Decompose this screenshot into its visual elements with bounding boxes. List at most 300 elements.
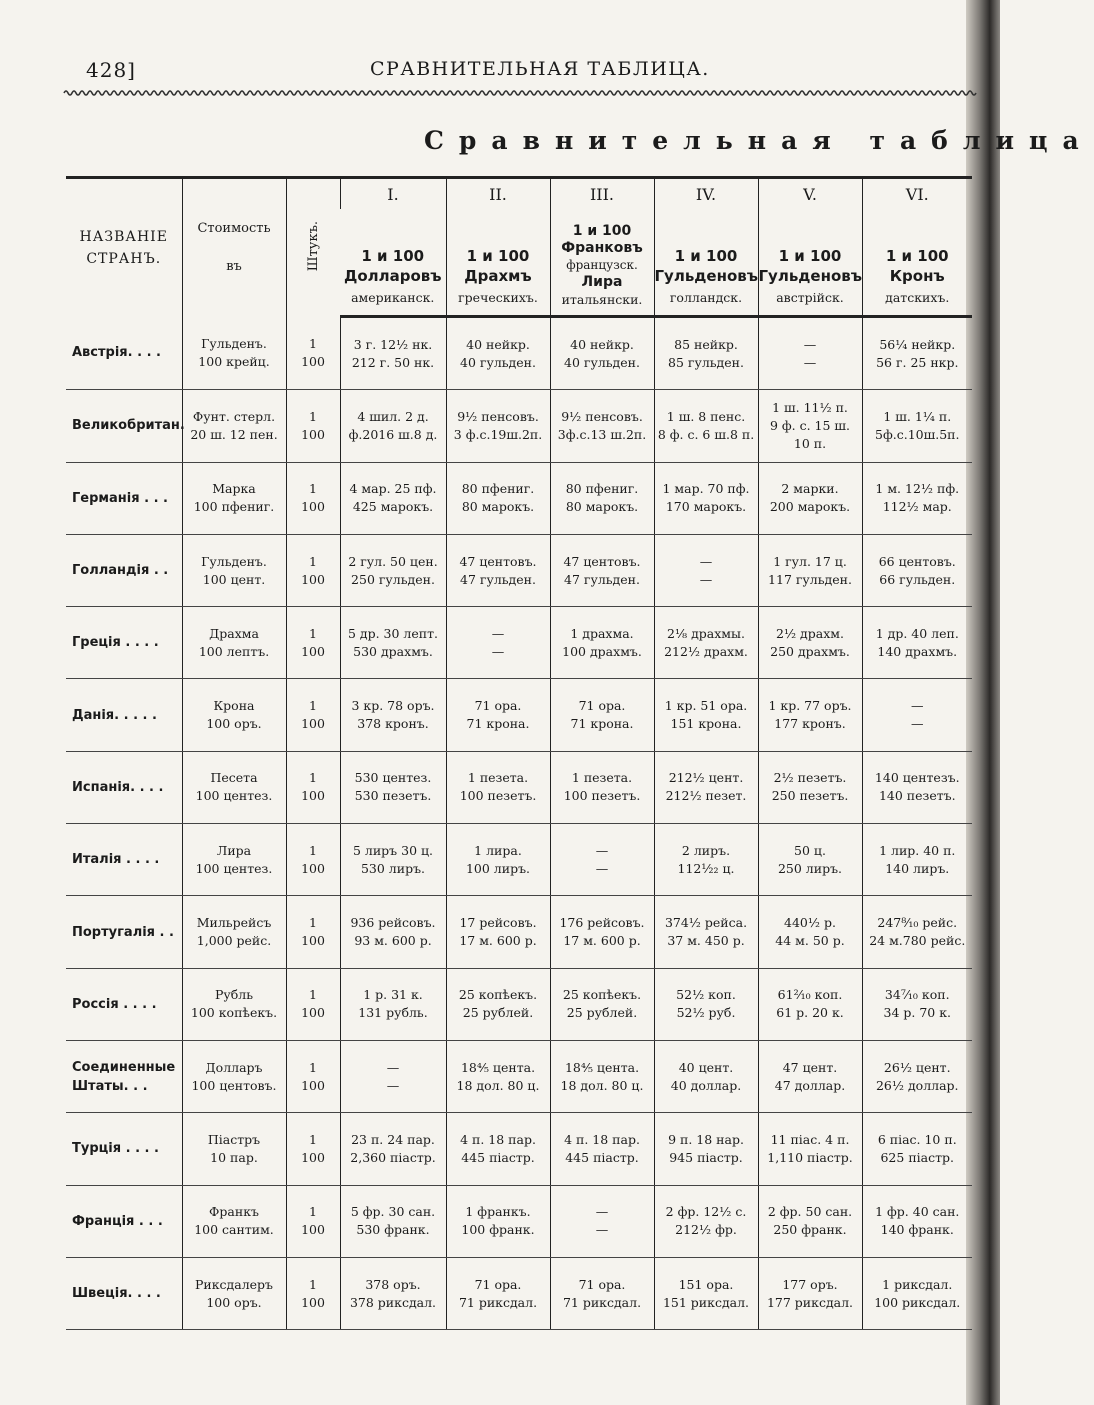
currency-header: 1 и 100 Кронъ датскихъ. (862, 209, 972, 317)
text-line: 100 франк. (461, 1222, 535, 1238)
text-line: 1 (309, 987, 317, 1003)
text-line: 5ф.с.10ш.5п. (875, 426, 960, 442)
country-name (66, 824, 182, 896)
text-line: 440½ р. (784, 915, 836, 931)
text-line: 378 риксдал. (349, 1294, 437, 1310)
text-line: 71 крона. (570, 716, 634, 732)
text-line: 100 крейц. (198, 353, 270, 369)
table-cell (446, 534, 550, 606)
text-line: 9 п. 18 нар. (668, 1131, 744, 1147)
text-line: Песета (210, 770, 258, 786)
table-cell (340, 534, 446, 606)
text-line: 1 (309, 335, 317, 351)
text-line: 44 м. 50 р. (775, 933, 845, 949)
text-line: — (595, 1204, 609, 1220)
table-cell (340, 824, 446, 896)
roman-numeral: V. (758, 178, 862, 210)
text-line: 47 гульден. (460, 571, 536, 587)
text-line: 18 дол. 80 ц. (456, 1077, 540, 1093)
table-cell (654, 896, 758, 968)
text-line: 100 риксдал. (874, 1294, 961, 1310)
currency-value (182, 390, 286, 462)
text-line: 530 драхмъ. (353, 643, 433, 659)
unit-count (286, 751, 340, 823)
text-line: 200 марокъ. (769, 499, 851, 515)
text-line: 250 гульден. (351, 571, 435, 587)
text-line: 936 рейсовъ. (350, 915, 436, 931)
text-line: 425 марокъ. (352, 499, 434, 515)
text-line: 378 кронъ. (357, 716, 429, 732)
text-line: — (911, 716, 924, 732)
table-cell (340, 1113, 446, 1185)
text-line: Долларъ (205, 1059, 263, 1075)
text-line: 445 піастр. (565, 1149, 639, 1165)
text-line: 212½ пезет. (665, 788, 747, 804)
table-cell (654, 1113, 758, 1185)
table-cell (340, 968, 446, 1040)
comparison-table (66, 176, 972, 1330)
table-cell (446, 462, 550, 534)
text-line: Драхма (209, 625, 259, 641)
text-line: 85 гульден. (668, 354, 744, 370)
text-line: 1 (309, 1204, 317, 1220)
unit-count (286, 968, 340, 1040)
table-row (66, 679, 972, 751)
text-line: Великобритан. (72, 418, 185, 434)
table-cell (758, 462, 862, 534)
text-line: 140 центезъ. (874, 770, 960, 786)
table-row (66, 1113, 972, 1185)
roman-header-row (66, 178, 972, 210)
text-line: 40 доллар. (670, 1077, 742, 1093)
text-line: 1 драхма. (570, 625, 634, 641)
country-name (66, 751, 182, 823)
table-cell (758, 317, 862, 390)
table-cell (862, 824, 972, 896)
text-line: 71 крона. (466, 716, 530, 732)
text-line: 1 (309, 553, 317, 569)
text-line: 247⁸⁄₁₀ рейс. (877, 915, 958, 931)
text-line: 85 нейкр. (674, 336, 738, 352)
text-line: Штаты. . . (72, 1078, 148, 1094)
text-line: — (803, 336, 817, 352)
table-cell (446, 896, 550, 968)
table-cell (862, 1040, 972, 1112)
country-name (66, 317, 182, 390)
text-line: 100 (301, 788, 325, 804)
text-line: 250 пезетъ. (771, 788, 849, 804)
text-line: 9½ пенсовъ. (561, 408, 643, 424)
text-line: 80 марокъ. (461, 499, 535, 515)
text-line: 4 п. 18 пар. (460, 1131, 536, 1147)
table-cell (446, 1257, 550, 1329)
table-cell (862, 679, 972, 751)
table-row (66, 824, 972, 896)
text-line: 1 (309, 408, 317, 424)
text-line: Голландія . . (72, 563, 169, 579)
text-line: 8 ф. с. 6 ш.8 п. (657, 426, 755, 442)
text-line: 100 (301, 1005, 325, 1021)
currency-value (182, 896, 286, 968)
text-line: — (491, 643, 505, 659)
table-cell (758, 896, 862, 968)
currency-value (182, 679, 286, 751)
table-cell (758, 1185, 862, 1257)
roman-numeral: VI. (862, 178, 972, 210)
text-line: 151 риксдал. (662, 1294, 750, 1310)
text-line: Греція . . . . (72, 635, 159, 651)
text-line: 47 доллар. (774, 1077, 846, 1093)
text-line: 100 копѣекъ. (190, 1005, 278, 1021)
text-line: 40 цент. (678, 1059, 734, 1075)
text-line: 100 цент. (202, 571, 266, 587)
text-line: 40 нейкр. (570, 336, 634, 352)
table-cell (654, 1257, 758, 1329)
text-line: 1 гул. 17 ц. (773, 553, 847, 569)
text-line: Марка (212, 481, 256, 497)
text-line: НАЗВАНІЕ (79, 228, 168, 245)
table-cell (550, 896, 654, 968)
table-cell (550, 534, 654, 606)
table-cell (862, 968, 972, 1040)
unit-count (286, 824, 340, 896)
roman-numeral: IV. (654, 178, 758, 210)
table-cell (340, 896, 446, 968)
text-line: 40 гульден. (460, 354, 536, 370)
text-line: 1 (309, 915, 317, 931)
table-cell (758, 751, 862, 823)
currency-value (182, 751, 286, 823)
text-line: 140 франк. (880, 1222, 954, 1238)
text-line: 1,110 піастр. (767, 1149, 853, 1165)
text-line: — (491, 625, 505, 641)
text-line: 1,000 рейс. (196, 933, 272, 949)
table-cell (654, 390, 758, 462)
text-line: 71 ора. (578, 1276, 626, 1292)
text-line: Франкъ (209, 1204, 259, 1220)
currency-value (182, 534, 286, 606)
text-line: въ (226, 258, 242, 274)
text-line: 170 марокъ. (665, 499, 747, 515)
text-line: 1 лир. 40 п. (879, 842, 956, 858)
text-line: 250 драхмъ. (770, 643, 850, 659)
table-cell (758, 390, 862, 462)
text-line: — (699, 553, 713, 569)
table-cell (862, 462, 972, 534)
table-cell (550, 679, 654, 751)
text-line: 3 ф.с.19ш.2п. (453, 426, 543, 442)
text-line: 100 центовъ. (191, 1077, 277, 1093)
text-line: 26½ доллар. (875, 1077, 959, 1093)
text-line: 1 риксдал. (882, 1276, 953, 1292)
text-line: 2½ пезетъ. (773, 770, 847, 786)
table-cell (550, 390, 654, 462)
table-cell (550, 1040, 654, 1112)
table-row (66, 607, 972, 679)
wavy-divider (64, 86, 972, 100)
text-line: 25 рублей. (462, 1005, 534, 1021)
text-line: Германія . . . (72, 490, 168, 506)
currency-header: 1 и 100 Драхмъ греческихъ. (446, 209, 550, 317)
text-line: 1 кр. 77 оръ. (768, 698, 852, 714)
table-cell (758, 968, 862, 1040)
table-row (66, 462, 972, 534)
text-line: 100 (301, 716, 325, 732)
table-cell (446, 317, 550, 390)
text-line: — (699, 571, 713, 587)
text-line: 100 оръ. (206, 716, 262, 732)
table-cell (550, 1185, 654, 1257)
text-line: 71 ора. (578, 698, 626, 714)
table-cell (446, 679, 550, 751)
text-line: 23 п. 24 пар. (351, 1131, 435, 1147)
text-line: 100 пезетъ. (563, 788, 641, 804)
text-line: Гульденъ. (201, 553, 267, 569)
table-cell (758, 534, 862, 606)
country-name (66, 968, 182, 1040)
table-cell (862, 534, 972, 606)
text-line: 100 сантим. (194, 1222, 274, 1238)
text-line: 100 пезетъ. (459, 788, 537, 804)
text-line: 625 піастр. (880, 1149, 954, 1165)
page-number: 428] (86, 58, 136, 82)
country-column-header (66, 178, 182, 317)
text-line: 3 кр. 78 оръ. (351, 698, 435, 714)
table-cell (654, 317, 758, 390)
currency-value (182, 1040, 286, 1112)
text-line: Данія. . . . . (72, 707, 157, 723)
text-line: Россія . . . . (72, 996, 157, 1012)
text-line: 47 центовъ. (459, 553, 537, 569)
text-line: 6 піас. 10 п. (877, 1131, 957, 1147)
text-line: Фунт. стерл. (192, 408, 276, 424)
table-cell (550, 1257, 654, 1329)
text-line: 212½ драхм. (664, 643, 748, 659)
table-cell (550, 317, 654, 390)
text-line: 40 нейкр. (466, 336, 530, 352)
text-line: 11 піас. 4 п. (770, 1131, 850, 1147)
text-line: 1 (309, 1276, 317, 1292)
text-line: 212 г. 50 нк. (351, 354, 435, 370)
unit-count (286, 896, 340, 968)
text-line: 34⁷⁄₁₀ коп. (884, 987, 950, 1003)
text-line: Швеція. . . . (72, 1286, 161, 1301)
table-cell (340, 607, 446, 679)
text-line: Лира (216, 842, 252, 858)
text-line: 1 пезета. (571, 770, 633, 786)
text-line: Соединенные (72, 1059, 176, 1075)
text-line: 25 рублей. (566, 1005, 638, 1021)
text-line: 80 марокъ. (565, 499, 639, 515)
table-row (66, 1040, 972, 1112)
currency-value (182, 317, 286, 390)
text-line: 140 пезетъ. (878, 788, 956, 804)
text-line: 2 лиръ. (681, 842, 731, 858)
table-cell (550, 462, 654, 534)
text-line: 1 (309, 1059, 317, 1075)
table-cell (862, 1113, 972, 1185)
text-line: 26½ цент. (883, 1059, 951, 1075)
country-name (66, 1185, 182, 1257)
unit-count (286, 1113, 340, 1185)
country-name (66, 1040, 182, 1112)
text-line: 5 лиръ 30 ц. (352, 842, 434, 858)
text-line: 56 г. 25 нкр. (876, 354, 959, 370)
unit-count (286, 1257, 340, 1329)
text-line: Мильрейсъ (196, 915, 272, 931)
text-line: 24 м.780 рейс. (869, 933, 966, 949)
text-line: 151 ора. (678, 1276, 734, 1292)
text-line: 1 франкъ. (465, 1204, 531, 1220)
roman-numeral: I. (340, 178, 446, 210)
table-cell (862, 1185, 972, 1257)
text-line: 1 (309, 842, 317, 858)
text-line: 112¹⁄₂₂ ц. (677, 860, 735, 876)
text-line: 1 (309, 698, 317, 714)
text-line: 18⅘ цента. (564, 1059, 640, 1075)
text-line: 100 центез. (195, 788, 273, 804)
text-line: 61 р. 20 к. (776, 1005, 844, 1021)
text-line: — (595, 842, 609, 858)
text-line: 100 драхмъ. (562, 643, 642, 659)
text-line: 2,360 піастр. (350, 1149, 436, 1165)
table-cell (862, 1257, 972, 1329)
text-line: Крона (213, 698, 255, 714)
text-line: 56¼ нейкр. (879, 336, 956, 352)
text-line: Италія . . . . (72, 852, 160, 868)
text-line: 71 риксдал. (458, 1294, 538, 1310)
table-cell (862, 751, 972, 823)
text-line: 2 гул. 50 цен. (348, 553, 438, 569)
text-line: 131 рубль. (358, 1005, 428, 1021)
currency-value (182, 968, 286, 1040)
text-line: Турція . . . . (72, 1141, 159, 1157)
text-line: 378 оръ. (365, 1276, 421, 1292)
text-line: 52½ руб. (676, 1005, 736, 1021)
text-line: 140 лиръ. (885, 860, 950, 876)
currency-header: 1 и 100 Гульденовъ австрійск. (758, 209, 862, 317)
currency-value (182, 824, 286, 896)
country-name (66, 462, 182, 534)
text-line: 151 крона. (670, 716, 742, 732)
text-line: Рубль (214, 987, 254, 1003)
text-line: 100 пфениг. (193, 499, 275, 515)
text-line: 66 центовъ. (878, 553, 956, 569)
table-cell (758, 1257, 862, 1329)
text-line: 1 др. 40 леп. (875, 625, 959, 641)
table-cell (446, 1040, 550, 1112)
table-cell (758, 1040, 862, 1112)
text-line: 945 піастр. (669, 1149, 743, 1165)
table-cell (446, 607, 550, 679)
text-line: 2 марки. (781, 481, 839, 497)
text-line: 25 копѣекъ. (458, 987, 538, 1003)
text-line: 2½ драхм. (776, 625, 844, 641)
text-line: 250 лиръ. (777, 860, 843, 876)
text-line: 50 ц. (794, 842, 826, 858)
currency-header: 1 и 100 Долларовъ американск. (340, 209, 446, 317)
unit-count (286, 462, 340, 534)
text-line: 2⅛ драхмы. (667, 625, 745, 641)
table-cell (758, 607, 862, 679)
text-line: 3ф.с.13 ш.2п. (557, 426, 647, 442)
text-line: 93 м. 600 р. (354, 933, 432, 949)
text-line: 100 лептъ. (198, 643, 270, 659)
text-line: — (803, 354, 817, 370)
currency-header: 1 и 100 Франковъ французск. Лира итальянски. (550, 209, 654, 317)
text-line: 4 п. 18 пар. (564, 1131, 640, 1147)
table-cell (654, 751, 758, 823)
table-cell (340, 679, 446, 751)
text-line: 530 центез. (354, 770, 432, 786)
table-cell (550, 968, 654, 1040)
text-line: 1 кр. 51 ора. (664, 698, 748, 714)
table-row (66, 896, 972, 968)
text-line: 212½ фр. (675, 1222, 737, 1238)
country-name (66, 534, 182, 606)
text-line: 374½ рейса. (664, 915, 748, 931)
text-line: 5 др. 30 лепт. (347, 625, 438, 641)
table-cell (654, 824, 758, 896)
table-cell (446, 1113, 550, 1185)
text-line: 100 (301, 571, 325, 587)
table-row (66, 1185, 972, 1257)
currency-value (182, 462, 286, 534)
text-line: 47 центовъ. (563, 553, 641, 569)
table-title: Сравнительная таблица (424, 126, 1094, 155)
text-line: СТРАНЪ. (86, 250, 162, 267)
text-line: 18⅘ цента. (460, 1059, 536, 1075)
currency-value (182, 607, 286, 679)
count-column-header: Штукъ. (286, 178, 340, 317)
text-line: 530 франк. (356, 1222, 430, 1238)
text-line: Стоимость (197, 220, 271, 236)
text-line: 1 (309, 770, 317, 786)
table-cell (654, 968, 758, 1040)
table-row (66, 751, 972, 823)
text-line: 71 риксдал. (562, 1294, 642, 1310)
text-line: Франція . . . (72, 1213, 163, 1229)
text-line: Австрія. . . . (72, 345, 161, 361)
unit-count (286, 390, 340, 462)
table-cell (550, 751, 654, 823)
table-cell (654, 1185, 758, 1257)
table-cell (446, 390, 550, 462)
text-line: 100 (301, 499, 325, 515)
text-line: 100 (301, 426, 325, 442)
text-line: Риксдалеръ (195, 1276, 273, 1292)
roman-numeral: III. (550, 178, 654, 210)
text-line: 212½ цент. (668, 770, 744, 786)
text-line: 100 (301, 933, 325, 949)
text-line: — (386, 1077, 400, 1093)
table-cell (340, 751, 446, 823)
table-cell (340, 1040, 446, 1112)
text-line: — (595, 1222, 609, 1238)
roman-numeral: II. (446, 178, 550, 210)
table-cell (446, 968, 550, 1040)
country-name (66, 607, 182, 679)
table-cell (340, 1185, 446, 1257)
text-line: 80 пфениг. (461, 481, 535, 497)
text-line: Гульденъ. (201, 335, 267, 351)
text-line: 2 фр. 12½ с. (665, 1204, 747, 1220)
text-line: 530 пезетъ. (354, 788, 432, 804)
text-line: 176 рейсовъ. (559, 915, 645, 931)
table-cell (862, 896, 972, 968)
text-line: 71 ора. (474, 698, 522, 714)
text-line: 1 лира. (474, 842, 522, 858)
